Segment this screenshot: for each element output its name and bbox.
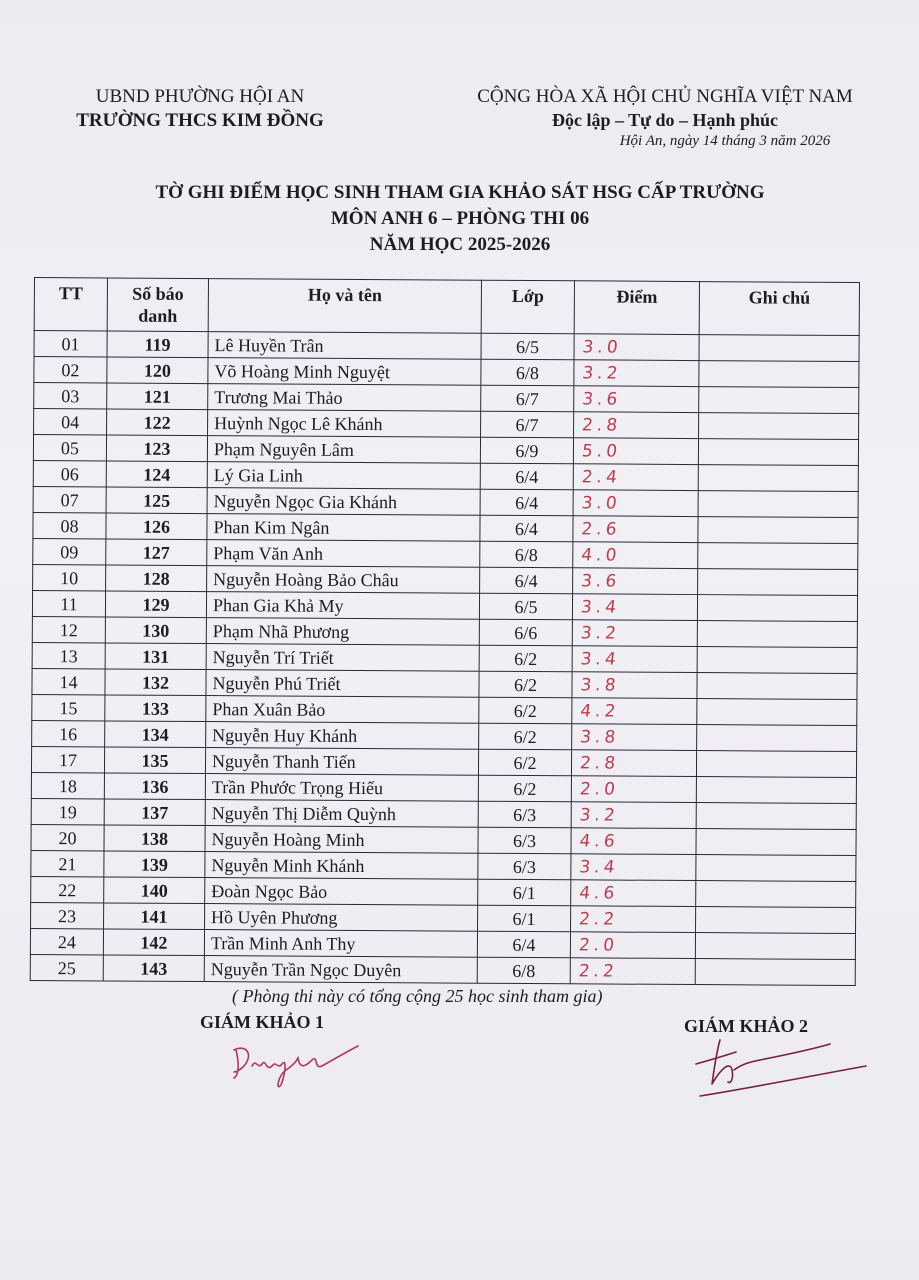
cell-class: 6/4 bbox=[477, 931, 570, 958]
cell-name: Trương Mai Thảo bbox=[208, 384, 481, 412]
judge-1-signature bbox=[226, 1036, 366, 1092]
cell-tt: 16 bbox=[32, 720, 105, 746]
cell-name: Phan Xuân Bảo bbox=[206, 696, 479, 724]
cell-tt: 03 bbox=[34, 383, 107, 409]
cell-note bbox=[699, 413, 859, 440]
header-class: Lớp bbox=[481, 280, 574, 334]
cell-score bbox=[572, 724, 697, 751]
cell-sbd: 119 bbox=[107, 331, 208, 358]
cell-score bbox=[573, 464, 698, 491]
cell-score bbox=[574, 412, 699, 439]
cell-tt: 24 bbox=[30, 928, 103, 954]
handwritten-score: 3.2 bbox=[581, 363, 623, 384]
cell-score bbox=[572, 672, 697, 699]
cell-tt: 17 bbox=[31, 746, 104, 772]
cell-tt: 23 bbox=[31, 902, 104, 928]
cell-sbd: 123 bbox=[106, 435, 207, 462]
cell-class: 6/3 bbox=[478, 827, 571, 854]
cell-note bbox=[699, 361, 859, 388]
header-name: Họ và tên bbox=[208, 279, 481, 334]
cell-tt: 05 bbox=[33, 435, 106, 461]
cell-tt: 06 bbox=[33, 460, 106, 486]
handwritten-score: 3.0 bbox=[581, 337, 623, 358]
cell-tt: 04 bbox=[34, 409, 107, 435]
cell-note bbox=[695, 933, 855, 960]
cell-tt: 20 bbox=[31, 824, 104, 850]
header-tt: TT bbox=[34, 278, 107, 331]
cell-score bbox=[572, 620, 697, 647]
cell-note bbox=[698, 439, 858, 466]
table-body bbox=[30, 331, 859, 986]
cell-note bbox=[698, 465, 858, 492]
score-table bbox=[30, 277, 860, 986]
cell-name: Nguyễn Thanh Tiến bbox=[205, 748, 478, 776]
cell-sbd: 136 bbox=[104, 773, 205, 800]
cell-note bbox=[696, 881, 856, 908]
cell-tt: 21 bbox=[31, 850, 104, 876]
cell-score bbox=[572, 698, 697, 725]
cell-name: Phạm Văn Anh bbox=[207, 540, 480, 568]
cell-class: 6/4 bbox=[480, 567, 573, 594]
title-line-3: NĂM HỌC 2025-2026 bbox=[369, 234, 551, 255]
cell-note bbox=[698, 491, 858, 518]
document-date: Hội An, ngày 14 tháng 3 năm 2026 bbox=[619, 133, 831, 149]
cell-note bbox=[696, 803, 856, 830]
cell-score bbox=[573, 516, 698, 543]
cell-sbd: 120 bbox=[107, 357, 208, 384]
cell-tt: 11 bbox=[32, 590, 105, 616]
handwritten-score: 4.2 bbox=[579, 701, 621, 722]
cell-tt: 14 bbox=[32, 668, 105, 694]
cell-note bbox=[697, 595, 857, 622]
handwritten-score: 3.0 bbox=[580, 493, 622, 514]
cell-sbd: 128 bbox=[106, 565, 207, 592]
cell-class: 6/4 bbox=[480, 489, 573, 516]
cell-sbd: 137 bbox=[104, 799, 205, 826]
cell-name: Lê Huyền Trân bbox=[208, 332, 481, 360]
handwritten-score: 4.6 bbox=[578, 883, 620, 904]
cell-sbd: 125 bbox=[106, 487, 207, 514]
cell-score bbox=[571, 880, 696, 907]
cell-name: Nguyễn Hoàng Bảo Châu bbox=[207, 566, 480, 594]
judge-2-label: GIÁM KHẢO 2 bbox=[684, 1016, 808, 1036]
national-header bbox=[430, 86, 900, 150]
handwritten-score: 2.8 bbox=[578, 753, 621, 774]
cell-class: 6/5 bbox=[481, 333, 574, 360]
cell-score bbox=[570, 958, 695, 985]
handwritten-score: 3.2 bbox=[579, 623, 621, 644]
header-score: Điểm bbox=[574, 281, 699, 335]
cell-name: Phạm Nhã Phương bbox=[206, 618, 479, 646]
handwritten-score: 2.0 bbox=[578, 779, 621, 800]
handwritten-score: 2.0 bbox=[577, 935, 620, 956]
cell-name: Phan Gia Khả My bbox=[206, 592, 479, 620]
cell-sbd: 140 bbox=[104, 877, 205, 904]
judge-2-signature bbox=[690, 1030, 870, 1100]
cell-tt: 18 bbox=[31, 772, 104, 798]
cell-score bbox=[571, 802, 696, 829]
cell-tt: 13 bbox=[32, 642, 105, 668]
cell-note bbox=[697, 699, 857, 726]
cell-tt: 12 bbox=[32, 616, 105, 642]
cell-sbd: 141 bbox=[104, 903, 205, 930]
table-header-row bbox=[34, 278, 859, 336]
cell-class: 6/2 bbox=[479, 697, 572, 724]
handwritten-score: 2.6 bbox=[580, 519, 622, 540]
cell-sbd: 133 bbox=[105, 695, 206, 722]
national-motto: Độc lập – Tự do – Hạnh phúc bbox=[551, 110, 779, 130]
cell-class: 6/8 bbox=[480, 541, 573, 568]
handwritten-score: 2.8 bbox=[580, 415, 623, 436]
cell-class: 6/3 bbox=[478, 853, 571, 880]
cell-sbd: 143 bbox=[103, 955, 204, 982]
cell-tt: 15 bbox=[32, 694, 105, 720]
cell-score bbox=[574, 386, 699, 413]
cell-class: 6/9 bbox=[480, 437, 573, 464]
cell-tt: 01 bbox=[34, 331, 107, 357]
school-name: TRƯỜNG THCS KIM ĐỒNG bbox=[76, 110, 324, 131]
cell-name: Nguyễn Phú Triết bbox=[206, 670, 479, 698]
handwritten-score: 3.8 bbox=[579, 675, 621, 696]
handwritten-score: 3.4 bbox=[579, 597, 622, 618]
cell-score bbox=[571, 906, 696, 933]
cell-score bbox=[573, 438, 698, 465]
cell-name: Nguyễn Ngọc Gia Khánh bbox=[207, 488, 480, 516]
cell-score bbox=[571, 828, 696, 855]
cell-tt: 25 bbox=[30, 954, 103, 980]
cell-sbd: 124 bbox=[106, 461, 207, 488]
handwritten-score: 3.4 bbox=[578, 857, 620, 878]
cell-score bbox=[571, 854, 696, 881]
cell-score bbox=[570, 932, 695, 959]
cell-name: Nguyễn Thị Diễm Quỳnh bbox=[205, 800, 478, 828]
cell-class: 6/2 bbox=[478, 775, 571, 802]
cell-name: Nguyễn Trần Ngọc Duyên bbox=[204, 956, 477, 984]
cell-name: Nguyễn Trí Triết bbox=[206, 644, 479, 672]
cell-class: 6/7 bbox=[481, 385, 574, 412]
cell-name: Đoàn Ngọc Bảo bbox=[205, 878, 478, 906]
cell-sbd: 131 bbox=[105, 643, 206, 670]
school-header bbox=[40, 86, 360, 132]
cell-tt: 09 bbox=[33, 538, 106, 564]
cell-sbd: 126 bbox=[106, 513, 207, 540]
cell-sbd: 127 bbox=[106, 539, 207, 566]
cell-note bbox=[697, 673, 857, 700]
cell-note bbox=[699, 387, 859, 414]
cell-name: Hồ Uyên Phương bbox=[205, 904, 478, 932]
cell-score bbox=[572, 646, 697, 673]
cell-score bbox=[571, 776, 696, 803]
cell-class: 6/2 bbox=[478, 749, 571, 776]
cell-note bbox=[696, 829, 856, 856]
cell-score bbox=[572, 594, 697, 621]
handwritten-score: 2.2 bbox=[577, 909, 620, 930]
cell-name: Nguyễn Hoàng Minh bbox=[205, 826, 478, 854]
authority-name: UBND PHƯỜNG HỘI AN bbox=[95, 86, 305, 107]
cell-class: 6/2 bbox=[479, 723, 572, 750]
cell-name: Phạm Nguyên Lâm bbox=[207, 436, 480, 464]
cell-class: 6/8 bbox=[477, 957, 570, 984]
cell-sbd: 129 bbox=[105, 591, 206, 618]
cell-tt: 19 bbox=[31, 798, 104, 824]
cell-sbd: 135 bbox=[104, 747, 205, 774]
cell-class: 6/4 bbox=[480, 515, 573, 542]
cell-sbd: 134 bbox=[105, 721, 206, 748]
cell-sbd: 139 bbox=[104, 851, 205, 878]
cell-tt: 07 bbox=[33, 486, 106, 512]
cell-name: Trần Minh Anh Thy bbox=[204, 930, 477, 958]
cell-note bbox=[697, 725, 857, 752]
handwritten-score: 4.6 bbox=[578, 831, 620, 852]
cell-name: Nguyễn Huy Khánh bbox=[206, 722, 479, 750]
handwritten-score: 3.2 bbox=[578, 805, 620, 826]
cell-class: 6/1 bbox=[478, 879, 571, 906]
title-line-2: MÔN ANH 6 – PHÒNG THI 06 bbox=[330, 208, 590, 229]
handwritten-score: 2.4 bbox=[580, 467, 622, 488]
cell-name: Lý Gia Linh bbox=[207, 462, 480, 490]
handwritten-score: 3.4 bbox=[579, 649, 621, 670]
cell-class: 6/1 bbox=[478, 905, 571, 932]
cell-tt: 02 bbox=[34, 357, 107, 383]
handwritten-score: 2.2 bbox=[577, 961, 619, 982]
cell-note bbox=[697, 621, 857, 648]
cell-note bbox=[698, 543, 858, 570]
cell-note bbox=[696, 907, 856, 934]
cell-score bbox=[571, 750, 696, 777]
cell-class: 6/5 bbox=[479, 593, 572, 620]
title-line-1: TỜ GHI ĐIỂM HỌC SINH THAM GIA KHẢO SÁT HSG CẤP TRƯỜNG bbox=[155, 182, 765, 203]
national-title: CỘNG HÒA XÃ HỘI CHỦ NGHĨA VIỆT NAM bbox=[477, 86, 853, 107]
cell-note bbox=[696, 855, 856, 882]
cell-class: 6/7 bbox=[481, 411, 574, 438]
cell-class: 6/6 bbox=[479, 619, 572, 646]
cell-name: Võ Hoàng Minh Nguyệt bbox=[208, 358, 481, 386]
cell-class: 6/2 bbox=[479, 645, 572, 672]
header-note: Ghi chú bbox=[699, 282, 859, 336]
cell-score bbox=[574, 360, 699, 387]
cell-class: 6/2 bbox=[479, 671, 572, 698]
document-title bbox=[40, 180, 880, 258]
cell-sbd: 121 bbox=[107, 383, 208, 410]
cell-note bbox=[697, 647, 857, 674]
cell-name: Phan Kim Ngân bbox=[207, 514, 480, 542]
cell-sbd: 130 bbox=[105, 617, 206, 644]
cell-sbd: 122 bbox=[107, 409, 208, 436]
header-sbd: Số báo danh bbox=[107, 278, 208, 332]
handwritten-score: 3.6 bbox=[581, 389, 623, 410]
handwritten-score: 5.0 bbox=[580, 441, 623, 462]
cell-score bbox=[573, 568, 698, 595]
handwritten-score: 3.6 bbox=[580, 571, 622, 592]
cell-note bbox=[695, 959, 855, 986]
handwritten-score: 4.0 bbox=[580, 545, 622, 566]
cell-class: 6/4 bbox=[480, 463, 573, 490]
cell-name: Huỳnh Ngọc Lê Khánh bbox=[208, 410, 481, 438]
cell-tt: 22 bbox=[31, 876, 104, 902]
cell-name: Nguyễn Minh Khánh bbox=[205, 852, 478, 880]
cell-score bbox=[574, 334, 699, 361]
participant-note: ( Phòng thi này có tổng cộng 25 học sinh tham gia) bbox=[232, 986, 603, 1006]
handwritten-score: 3.8 bbox=[579, 727, 621, 748]
cell-note bbox=[696, 751, 856, 778]
cell-tt: 08 bbox=[33, 512, 106, 538]
table-row bbox=[30, 954, 855, 985]
cell-note bbox=[699, 335, 859, 362]
cell-note bbox=[698, 569, 858, 596]
cell-name: Trần Phước Trọng Hiếu bbox=[205, 774, 478, 802]
cell-score bbox=[573, 542, 698, 569]
cell-tt: 10 bbox=[33, 564, 106, 590]
cell-note bbox=[696, 777, 856, 804]
cell-class: 6/8 bbox=[481, 359, 574, 386]
cell-score bbox=[573, 490, 698, 517]
cell-sbd: 142 bbox=[103, 929, 204, 956]
cell-class: 6/3 bbox=[478, 801, 571, 828]
cell-sbd: 138 bbox=[104, 825, 205, 852]
cell-sbd: 132 bbox=[105, 669, 206, 696]
cell-note bbox=[698, 517, 858, 544]
judge-1-label: GIÁM KHẢO 1 bbox=[200, 1012, 324, 1032]
